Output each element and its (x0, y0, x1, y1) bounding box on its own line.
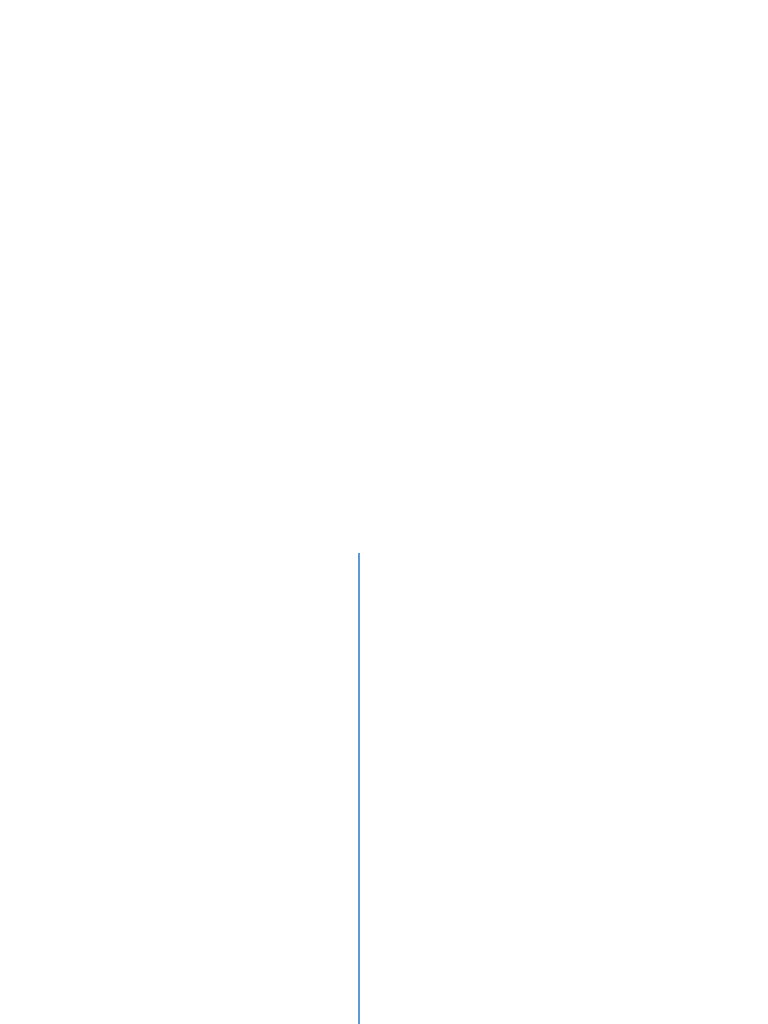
vertical-separator (358, 553, 360, 1024)
